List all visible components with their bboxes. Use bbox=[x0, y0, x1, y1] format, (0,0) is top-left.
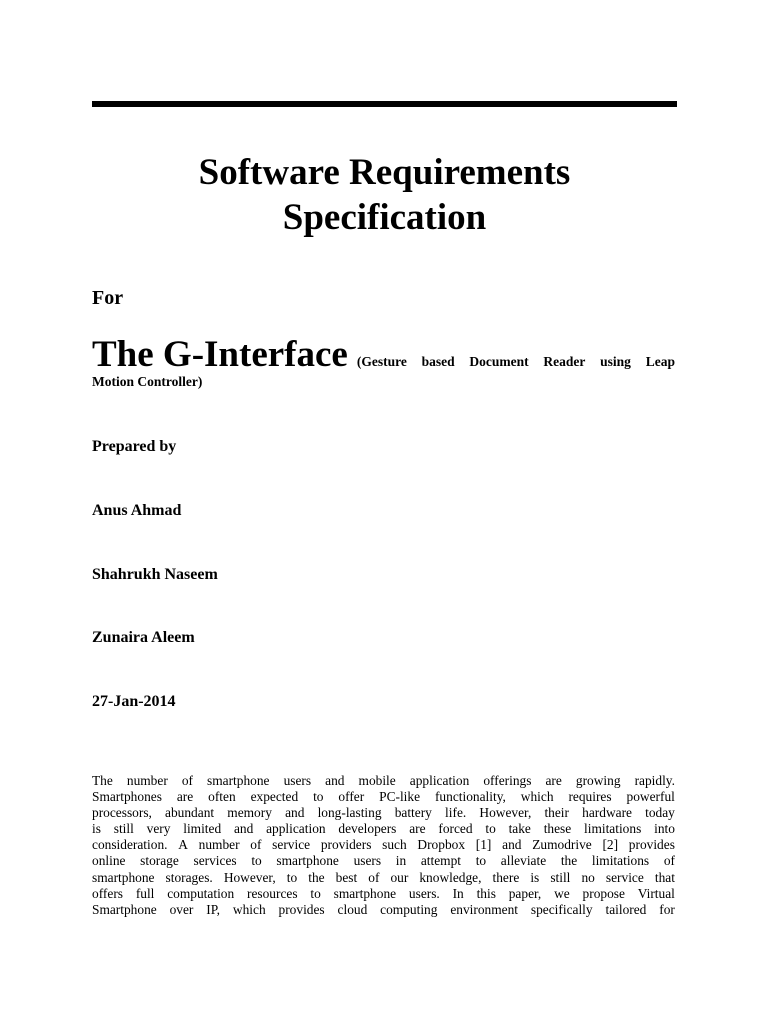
word: and bbox=[325, 773, 345, 788]
word: storage bbox=[140, 853, 179, 869]
word: abundant bbox=[165, 805, 215, 821]
word: to bbox=[485, 821, 496, 837]
product-subtitle-part-1 bbox=[357, 354, 675, 370]
abstract-line bbox=[92, 902, 675, 918]
word: application bbox=[409, 773, 470, 788]
word: long-lasting bbox=[317, 805, 382, 821]
word: is bbox=[92, 821, 101, 837]
word: resources bbox=[247, 885, 298, 901]
word: memory bbox=[227, 805, 272, 821]
word: growing bbox=[575, 773, 621, 788]
word: computation bbox=[167, 885, 235, 901]
word: Zumodrive bbox=[532, 837, 592, 853]
abstract-line bbox=[92, 837, 675, 853]
word: offers bbox=[92, 885, 123, 901]
word: service bbox=[605, 869, 644, 885]
word: developers bbox=[338, 821, 397, 837]
word: rapidly. bbox=[634, 773, 675, 788]
word: knowledge, bbox=[419, 869, 482, 885]
word: full bbox=[135, 885, 155, 901]
word: attempt bbox=[420, 853, 462, 869]
word: mobile bbox=[358, 773, 396, 788]
word: services bbox=[193, 853, 237, 869]
word: of bbox=[250, 837, 262, 853]
word: limited bbox=[183, 821, 222, 837]
word: [2] bbox=[602, 837, 619, 853]
abstract-paragraph bbox=[92, 773, 675, 918]
product-name: The G-Interface bbox=[92, 334, 348, 375]
word: such bbox=[382, 837, 407, 853]
document-date: 27-Jan-2014 bbox=[92, 693, 176, 710]
word: propose bbox=[582, 885, 625, 901]
word: users bbox=[283, 773, 312, 788]
word: environment bbox=[450, 901, 518, 917]
word: Virtual bbox=[637, 885, 675, 901]
word: hardware bbox=[582, 805, 632, 821]
abstract-line bbox=[92, 870, 675, 886]
word: the bbox=[308, 869, 325, 885]
word: we bbox=[554, 885, 570, 901]
word: application bbox=[266, 821, 326, 837]
abstract-line bbox=[92, 773, 675, 789]
word: life. bbox=[445, 805, 467, 821]
word: to bbox=[286, 869, 298, 885]
word: users. bbox=[408, 885, 440, 901]
word: The bbox=[92, 773, 113, 788]
word: for bbox=[659, 901, 675, 917]
word: take bbox=[508, 821, 531, 837]
word: consideration. bbox=[92, 837, 168, 853]
word: Smartphone bbox=[92, 901, 157, 917]
word: forced bbox=[438, 821, 473, 837]
word: based bbox=[421, 354, 455, 369]
word: our bbox=[390, 869, 409, 885]
word: still bbox=[550, 869, 571, 885]
abstract-line bbox=[92, 789, 675, 805]
word: Dropbox bbox=[417, 837, 466, 853]
word: A bbox=[178, 837, 188, 853]
word: specifically bbox=[530, 901, 593, 917]
word: their bbox=[544, 805, 569, 821]
word: smartphone bbox=[207, 773, 270, 788]
word: battery bbox=[394, 805, 432, 821]
word: in bbox=[395, 853, 407, 869]
word: to bbox=[310, 885, 321, 901]
author-3: Zunaira Aleem bbox=[92, 629, 195, 646]
word: this bbox=[476, 885, 496, 901]
word: PC-like bbox=[379, 789, 421, 805]
word: number bbox=[198, 837, 240, 853]
word: which bbox=[232, 901, 266, 917]
document-title bbox=[92, 150, 677, 240]
word: over bbox=[169, 901, 194, 917]
word: of bbox=[368, 869, 380, 885]
abstract-line bbox=[92, 853, 675, 869]
word: is bbox=[530, 869, 540, 885]
word: the bbox=[560, 853, 578, 869]
author-1: Anus Ahmad bbox=[92, 502, 182, 519]
prepared-by-label: Prepared by bbox=[92, 438, 177, 455]
word: these bbox=[543, 821, 572, 837]
for-label: For bbox=[92, 287, 124, 309]
word: no bbox=[581, 869, 595, 885]
word: requires bbox=[568, 789, 612, 805]
author-2: Shahrukh Naseem bbox=[92, 566, 218, 583]
word: to bbox=[251, 853, 262, 869]
word: of bbox=[181, 773, 193, 788]
word: cloud bbox=[337, 901, 368, 917]
word: very bbox=[146, 821, 171, 837]
word: limitations bbox=[591, 853, 650, 869]
word: smartphone bbox=[333, 885, 397, 901]
word: using bbox=[600, 354, 631, 369]
word: Document bbox=[469, 354, 529, 369]
word: IP, bbox=[206, 901, 221, 917]
word: However, bbox=[479, 805, 532, 821]
word: and bbox=[502, 837, 522, 853]
word: Leap bbox=[645, 354, 675, 369]
word: provides bbox=[628, 837, 675, 853]
word: smartphone bbox=[92, 869, 155, 885]
word: alleviate bbox=[500, 853, 547, 869]
word: powerful bbox=[626, 789, 675, 805]
word: offerings bbox=[483, 773, 532, 788]
word: online bbox=[92, 853, 126, 869]
word: smartphone bbox=[276, 853, 339, 869]
abstract-line bbox=[92, 886, 675, 902]
word: there bbox=[492, 869, 520, 885]
word: which bbox=[520, 789, 554, 805]
word: to bbox=[313, 789, 324, 805]
word: and bbox=[233, 821, 254, 837]
word: of bbox=[663, 853, 675, 869]
abstract-line bbox=[92, 821, 675, 837]
word: are bbox=[409, 821, 426, 837]
word: In bbox=[452, 885, 464, 901]
word: that bbox=[654, 869, 675, 885]
word: are bbox=[545, 773, 562, 788]
word: Smartphones bbox=[92, 789, 162, 805]
word: functionality, bbox=[434, 789, 506, 805]
word: best bbox=[335, 869, 358, 885]
word: paper, bbox=[508, 885, 542, 901]
word: However, bbox=[223, 869, 276, 885]
word: are bbox=[176, 789, 194, 805]
word: provides bbox=[278, 901, 325, 917]
title-line-1: Software Requirements bbox=[198, 152, 571, 193]
word: limitations bbox=[584, 821, 642, 837]
word: offer bbox=[338, 789, 365, 805]
word: still bbox=[113, 821, 134, 837]
word: (Gesture bbox=[356, 354, 407, 369]
word: often bbox=[208, 789, 236, 805]
word: number bbox=[126, 773, 168, 788]
word: today bbox=[645, 805, 675, 821]
word: into bbox=[654, 821, 675, 837]
word: providers bbox=[320, 837, 372, 853]
product-subtitle-part-2: Motion Controller) bbox=[92, 374, 203, 389]
word: processors, bbox=[92, 805, 152, 821]
word: and bbox=[285, 805, 305, 821]
word: computing bbox=[380, 901, 438, 917]
word: storages. bbox=[165, 869, 213, 885]
word: tailored bbox=[605, 901, 647, 917]
word: Reader bbox=[543, 354, 586, 369]
product-heading bbox=[92, 333, 675, 391]
title-line-2: Specification bbox=[282, 197, 487, 238]
top-horizontal-rule bbox=[92, 101, 677, 107]
word: users bbox=[353, 853, 382, 869]
abstract-line bbox=[92, 805, 675, 821]
word: to bbox=[475, 853, 487, 869]
word: expected bbox=[250, 789, 299, 805]
word: service bbox=[272, 837, 311, 853]
word: [1] bbox=[475, 837, 492, 853]
